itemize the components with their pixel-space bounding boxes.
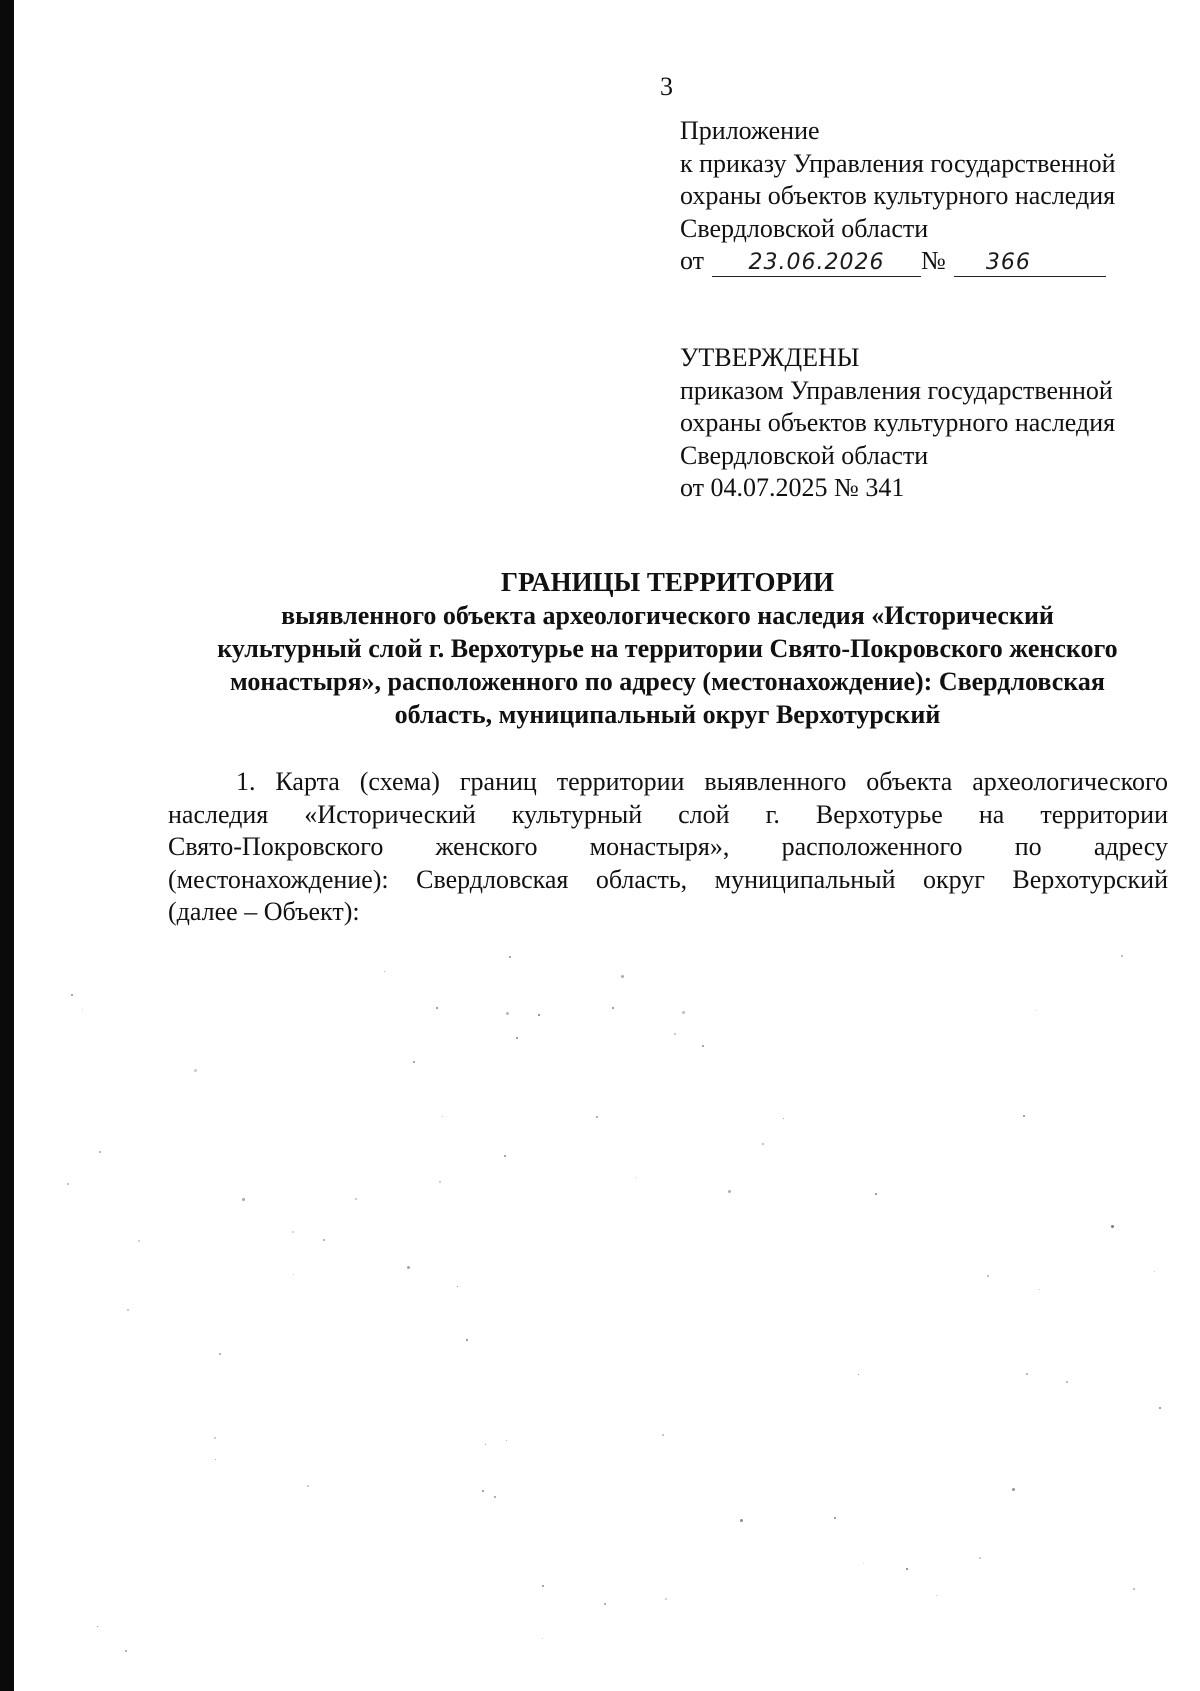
handwritten-date: 23.06.2026: [712, 250, 921, 277]
scan-speck: [355, 1198, 357, 1200]
scan-speck: [682, 1011, 685, 1014]
scan-speck: [674, 1033, 676, 1035]
scan-speck: [436, 1007, 438, 1009]
scan-speck: [482, 1490, 484, 1492]
scan-speck: [1133, 1588, 1135, 1590]
scan-speck: [125, 1650, 127, 1652]
scan-speck: [863, 1563, 864, 1564]
scan-speck: [219, 1353, 221, 1355]
title-subline: монастыря», расположенного по адресу (местонахождение): Свердловская: [230, 667, 1105, 696]
paragraph-line: наследия «Исторический культурный слой г. Верхотурье на территории: [168, 799, 1168, 829]
scan-speck: [1121, 955, 1123, 957]
scan-speck: [740, 1519, 743, 1522]
scan-speck: [214, 1437, 216, 1439]
body-paragraph: [168, 766, 1168, 929]
title-main: ГРАНИЦЫ ТЕРРИТОРИИ: [500, 567, 835, 597]
scan-speck: [936, 1595, 937, 1596]
scan-speck: [97, 1626, 98, 1627]
appendix-line: к приказу Управления государственной: [680, 148, 1116, 178]
scan-speck: [67, 1183, 69, 1185]
approved-block: [680, 342, 1180, 505]
scan-speck: [457, 1286, 458, 1287]
scan-speck: [762, 1143, 764, 1145]
number-prefix: №: [921, 246, 946, 275]
scan-speck: [293, 1274, 294, 1275]
appendix-block: [680, 115, 1180, 278]
scan-speck: [138, 1240, 140, 1242]
scan-speck: [516, 1037, 518, 1039]
scan-speck: [702, 1045, 704, 1047]
scan-speck: [1026, 1373, 1028, 1375]
scan-speck: [596, 1116, 598, 1118]
scan-speck: [506, 1012, 509, 1015]
scan-speck: [215, 1459, 216, 1460]
scan-speck: [906, 1568, 908, 1570]
paragraph-line: Свято-Покровского женского монастыря», расположенного по адресу: [168, 832, 1168, 861]
date-prefix: от: [680, 246, 705, 275]
scan-speck: [384, 971, 385, 972]
approved-line: УТВЕРЖДЕНЫ: [680, 343, 860, 372]
document-title: [150, 566, 1185, 731]
scan-speck: [413, 1061, 415, 1063]
scan-speck: [636, 1177, 637, 1178]
scan-speck: [542, 1638, 543, 1639]
title-subline: область, муниципальный округ Верхотурский: [394, 700, 941, 729]
paragraph-line: 1. Карта (схема) границ территории выявленного объекта археологического: [236, 767, 1168, 796]
scan-speck: [1023, 1115, 1025, 1117]
scan-speck: [875, 1193, 877, 1195]
scan-speck: [242, 1198, 245, 1201]
scan-speck: [1012, 1488, 1015, 1491]
scan-speck: [494, 1496, 496, 1498]
appendix-line: Приложение: [680, 116, 820, 145]
paragraph-line: (далее – Объект):: [168, 897, 360, 926]
scan-speck: [612, 1007, 614, 1009]
scan-speck: [127, 1309, 129, 1311]
appendix-line: охраны объектов культурного наследия: [680, 181, 1116, 210]
scan-speck: [1066, 1381, 1068, 1383]
scan-speck: [783, 1118, 784, 1119]
scan-speck: [194, 1069, 197, 1072]
scan-speck: [323, 1239, 325, 1241]
scan-speck: [466, 1339, 468, 1341]
scan-speck: [1154, 1271, 1155, 1272]
scan-speck: [506, 1440, 507, 1441]
scan-speck: [1036, 1010, 1037, 1011]
scan-speck: [662, 1434, 664, 1436]
scan-speck: [292, 1231, 294, 1233]
scan-speck: [834, 1517, 836, 1519]
appendix-line: Свердловской области: [680, 213, 929, 243]
scan-speck: [71, 994, 73, 996]
scan-speck: [504, 1155, 506, 1157]
paragraph-line: (местонахождение): Свердловская область, муниципальный округ Верхотурский: [168, 864, 1168, 894]
scan-speck: [1159, 1407, 1161, 1409]
scan-speck: [439, 1181, 441, 1183]
scan-speck: [1111, 1225, 1114, 1228]
scan-speck: [987, 1275, 989, 1277]
scan-speck: [82, 1009, 83, 1010]
scan-speck: [542, 1585, 544, 1587]
scan-speck: [485, 1444, 486, 1445]
scan-speck: [509, 956, 511, 958]
handwritten-number: 366: [954, 250, 1106, 277]
scan-speck: [728, 1190, 731, 1193]
scan-left-edge: [0, 0, 14, 1691]
page-number: 3: [660, 72, 673, 101]
title-subline: культурный слой г. Верхотурье на территории Свято-Покровского женского: [217, 634, 1118, 663]
scan-speck: [621, 975, 624, 978]
scan-speck: [307, 1485, 309, 1487]
scan-speck: [858, 1374, 859, 1375]
title-subline: выявленного объекта археологического наследия «Исторический: [281, 601, 1054, 630]
scan-speck: [665, 1598, 667, 1600]
appendix-date-number-line: [680, 245, 1180, 278]
scan-speck: [1039, 1289, 1040, 1290]
scan-speck: [99, 1151, 101, 1153]
scan-speck: [407, 1266, 410, 1269]
approved-line: охраны объектов культурного наследия: [680, 408, 1116, 437]
approved-line: приказом Управления государственной: [680, 375, 1113, 405]
scan-speck: [442, 1116, 443, 1117]
scan-speck: [604, 1603, 606, 1605]
approved-line: от 04.07.2025 № 341: [680, 473, 905, 502]
scan-speck: [538, 1014, 540, 1016]
approved-line: Свердловской области: [680, 440, 929, 470]
scan-speck: [979, 1557, 981, 1559]
